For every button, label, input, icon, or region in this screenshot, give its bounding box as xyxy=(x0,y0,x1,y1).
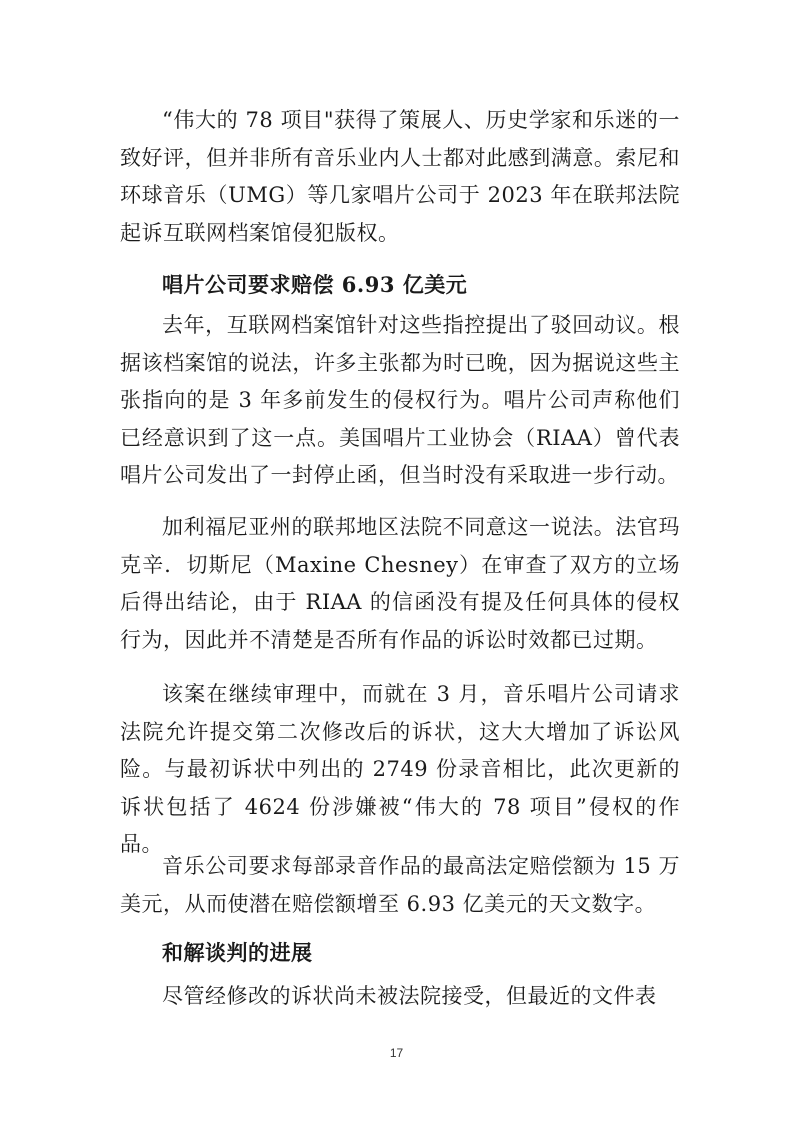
paragraph-project-reception: “伟大的 78 项目"获得了策展人、历史学家和乐迷的一致好评，但并非所有音乐业内人士都对此感到满意。索尼和环球音乐（UMG）等几家唱片公司于 2023 年在联邦法院起诉互联网档案馆侵犯版权。 xyxy=(120,108,680,245)
paragraph-statutory-damages: 音乐公司要求每部录音作品的最高法定赔偿额为 15 万美元，从而使潜在赔偿额增至 6.93 亿美元的天文数字。 xyxy=(120,854,680,916)
section-heading-damages: 唱片公司要求赔偿 6.93 亿美元 xyxy=(162,272,468,297)
paragraph-settlement-progress: 尽管经修改的诉状尚未被法院接受，但最近的文件表 xyxy=(162,984,657,1008)
page-number: 17 xyxy=(389,1046,404,1060)
paragraph-motion-to-dismiss: 去年，互联网档案馆针对这些指控提出了驳回动议。根据该档案馆的说法，许多主张都为时已晚，因为据说这些主张指向的是 3 年多前发生的侵权行为。唱片公司声称他们已经意识到了这一点。美国唱片工业协会（RIAA）曾代表唱片公司发出了一封停止函，但当时没有采取进一步行动。 xyxy=(120,313,680,487)
paragraph-court-ruling: 加利福尼亚州的联邦地区法院不同意这一说法。法官玛克辛．切斯尼（Maxine Chesney）在审查了双方的立场后得出结论，由于 RIAA 的信函没有提及任何具体的侵权行为，因此并不清楚是否所有作品的诉讼时效都已过期。 xyxy=(120,515,680,652)
paragraph-amended-complaint: 该案在继续审理中，而就在 3 月，音乐唱片公司请求法院允许提交第二次修改后的诉状，这大大增加了诉讼风险。与最初诉状中列出的 2749 份录音相比，此次更新的诉状包括了 4624 份涉嫌被“伟大的 78 项目”侵权的作品。 xyxy=(120,682,680,856)
section-heading-settlement: 和解谈判的进展 xyxy=(162,940,313,965)
